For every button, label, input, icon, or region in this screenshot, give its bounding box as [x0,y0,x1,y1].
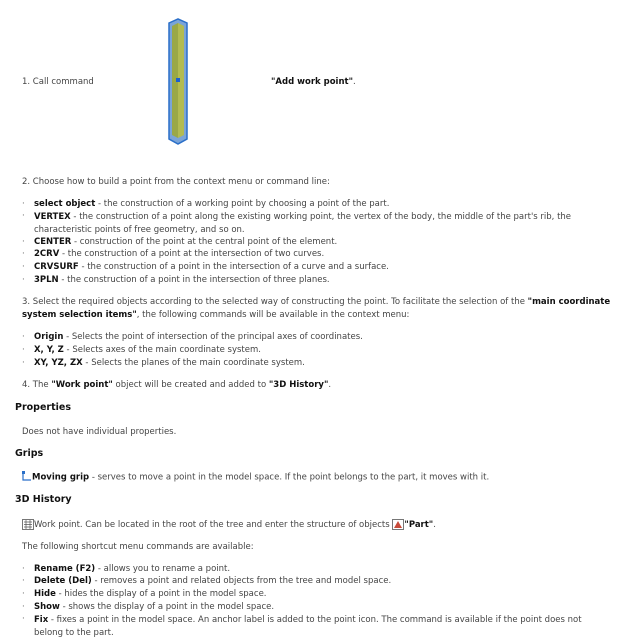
step1-text: 1. Call command [22,77,94,87]
step4-text: 4. The "Work point" object will be created and added to "3D History". [22,380,332,390]
step3-text: 3. Select the required objects according to the selected way of constructing the point. To facilitate the selection of the "main coordinate system selection items", the following commands will be available in the context menu: [22,297,611,320]
properties-text: Does not have individual properties. [22,427,177,437]
step1-command: "Add work point". [271,77,356,87]
moving-grip-icon [22,471,32,481]
command-illustration [166,18,190,146]
history-intro: The following shortcut menu commands are available: [22,542,254,552]
grips-heading: Grips [15,448,44,459]
history-heading: 3D History [15,494,72,505]
part-icon [392,519,404,530]
grip-item: Moving grip - serves to move a point in the model space. If the point belongs to the part, it moves with it. [22,472,489,483]
step2-text: 2. Choose how to build a point from the context menu or command line: [22,177,330,187]
properties-heading: Properties [15,402,71,413]
work-point-icon [22,519,34,530]
history-text: Work point. Can be located in the root of the tree and enter the structure of objects "Part". [22,519,436,530]
